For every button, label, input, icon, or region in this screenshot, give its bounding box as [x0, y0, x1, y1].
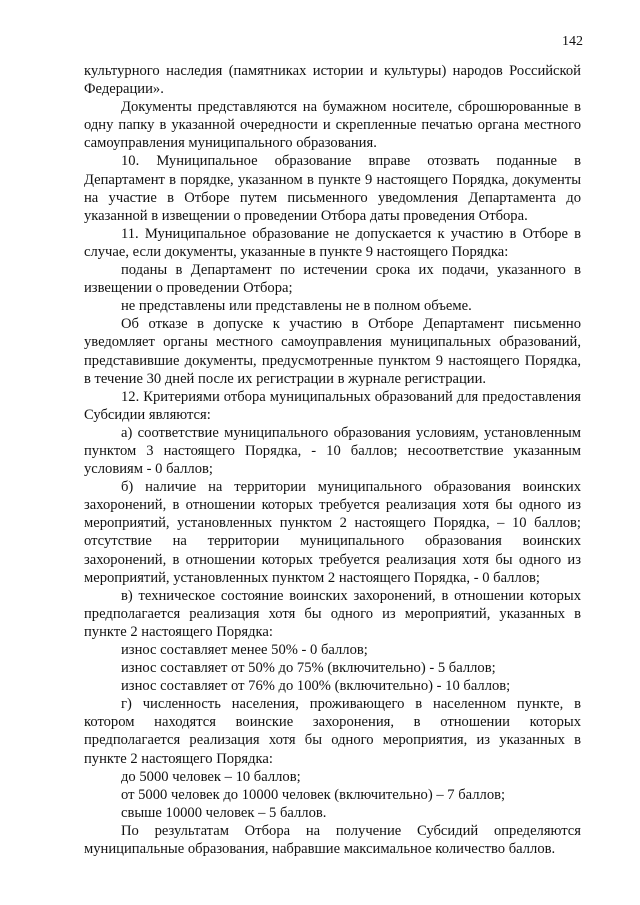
paragraph: 10. Муниципальное образование вправе отозвать поданные в Департамент в порядке, указанном в пункте 9 настоящего Порядка, документы на участие в Отборе путем письменного уведомления Департамента до указанной в извещении о проведении Отбора даты проведения Отбора. [84, 153, 581, 224]
paragraph: износ составляет от 50% до 75% (включительно) - 5 баллов; [121, 660, 496, 677]
paragraph: поданы в Департамент по истечении срока их подачи, указанного в извещении о проведении Отбора; [84, 262, 581, 297]
paragraph: свыше 10000 человек – 5 баллов. [121, 804, 327, 821]
page-number: 142 [562, 34, 583, 49]
paragraph: культурного наследия (памятниках истории и культуры) народов Российской Федерации». [84, 63, 581, 98]
paragraph: износ составляет от 76% до 100% (включительно) - 10 баллов; [121, 678, 511, 695]
paragraph: 11. Муниципальное образование не допускается к участию в Отборе в случае, если документы, указанные в пункте 9 настоящего Порядка: [84, 225, 581, 260]
document-body [84, 62, 581, 858]
paragraph: от 5000 человек до 10000 человек (включительно) – 7 баллов; [121, 786, 506, 803]
paragraph: не представлены или представлены не в полном объеме. [121, 298, 472, 315]
paragraph: Документы представляются на бумажном носителе, сброшюрованные в одну папку в указанной очередности и скрепленные печатью органа местного самоуправления муниципального образования. [84, 99, 581, 152]
paragraph: 12. Критериями отбора муниципальных образований для предоставления Субсидии являются: [84, 388, 581, 423]
paragraph: б) наличие на территории муниципального образования воинских захоронений, в отношении которых требуется реализация хотя бы одного из мероприятий, установленных пунктом 2 настоящего Порядка, – 10 баллов; отсутствие на территории муниципального образования воинских захоронений, в отношении которых требуется реализация хотя бы одного из мероприятий, установленных пунктом 2 настоящего Порядка, - 0 баллов; [84, 479, 581, 586]
paragraph: а) соответствие муниципального образования условиям, установленным пунктом 3 настоящего Порядка, - 10 баллов; несоответствие указанным условиям - 0 баллов; [84, 424, 581, 478]
paragraph: в) техническое состояние воинских захоронений, в отношении которых предполагается реализация хотя бы одного из мероприятий, указанных в пункте 2 настоящего Порядка: [84, 587, 581, 640]
paragraph: По результатам Отбора на получение Субсидий определяются муниципальные образования, набравшие максимальное количество баллов. [84, 822, 581, 858]
paragraph: износ составляет менее 50% - 0 баллов; [121, 642, 368, 658]
paragraph: г) численность населения, проживающего в населенном пункте, в котором находятся воинские захоронения, в отношении которых предполагается реализация хотя бы одного мероприятия, из указанных в пункте 2 настоящего Порядка: [84, 696, 581, 767]
paragraph: Об отказе в допуске к участию в Отборе Департамент письменно уведомляет органы местного самоуправления муниципальных образований, представившие документы, предусмотренные пунктом 9 настоящего Порядка, в течение 30 дней после их регистрации в журнале регистрации. [84, 316, 581, 387]
paragraph: до 5000 человек – 10 баллов; [121, 768, 301, 785]
